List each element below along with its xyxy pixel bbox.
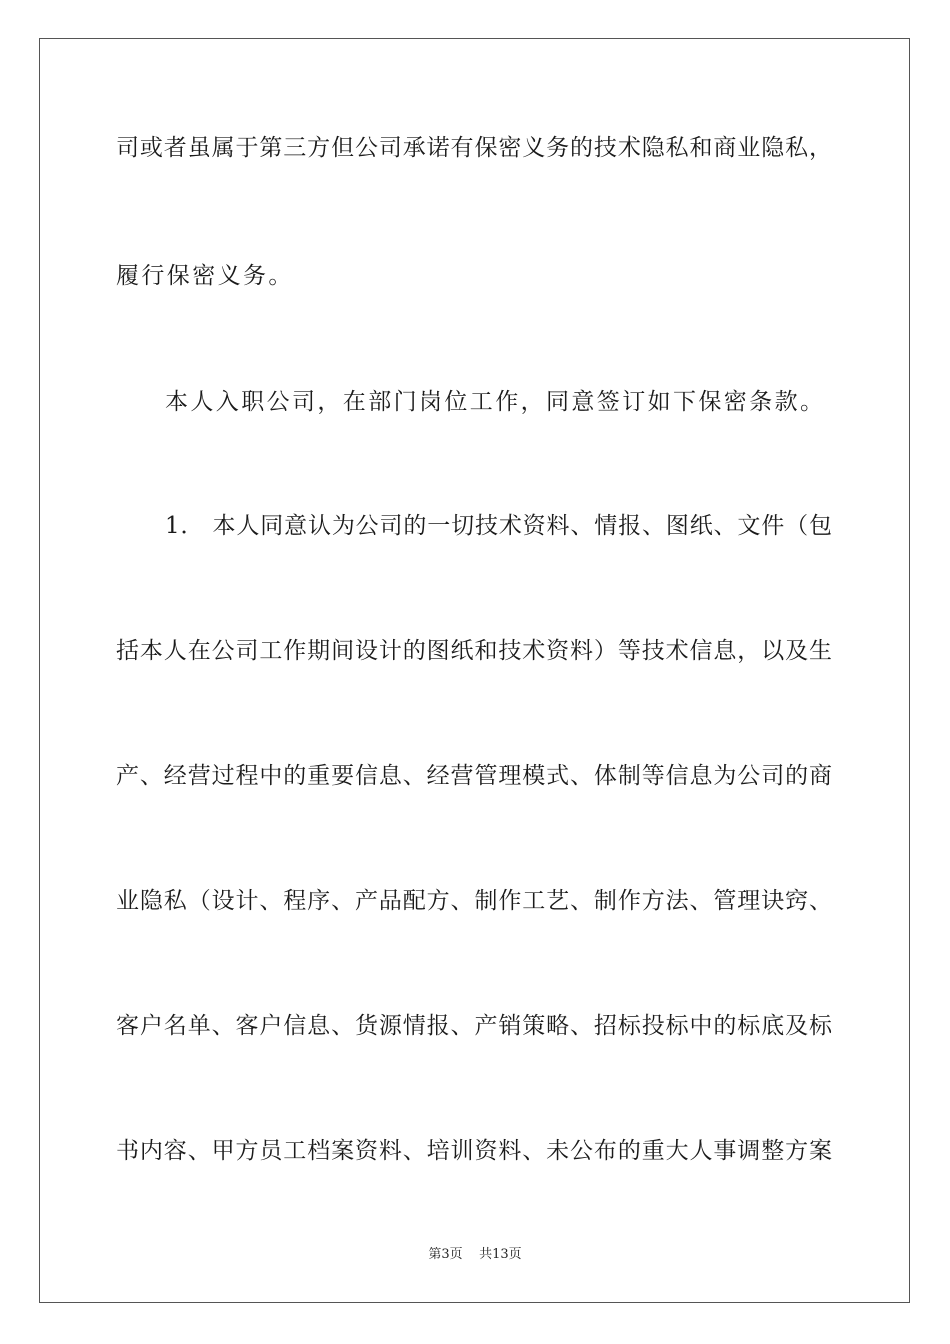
text-line: 书内容、甲方员工档案资料、培训资料、未公布的重大人事调整方案 (116, 1138, 832, 1164)
text-line: 司或者虽属于第三方但公司承诺有保密义务的技术隐私和商业隐私， (116, 135, 832, 161)
text-line: 客户名单、客户信息、货源情报、产销策略、招标投标中的标底及标 (116, 1013, 832, 1039)
page-border (39, 38, 910, 1303)
clause-1-line: 1． 本人同意认为公司的一切技术资料、情报、图纸、文件（包 (165, 513, 832, 539)
page-total: 共13页 (479, 1247, 522, 1262)
text-line: 产、经营过程中的重要信息、经营管理模式、体制等信息为公司的商 (116, 763, 832, 789)
text-line: 括本人在公司工作期间设计的图纸和技术资料）等技术信息，以及生 (116, 638, 832, 664)
page-number: 第3页 (428, 1247, 463, 1262)
text-line: 履行保密义务。 (116, 263, 294, 289)
paragraph-intro: 本人入职公司，在部门岗位工作，同意签订如下保密条款。 (165, 389, 826, 415)
text-line: 业隐私（设计、程序、产品配方、制作工艺、制作方法、管理诀窍、 (116, 888, 832, 914)
page-footer (0, 1247, 950, 1263)
